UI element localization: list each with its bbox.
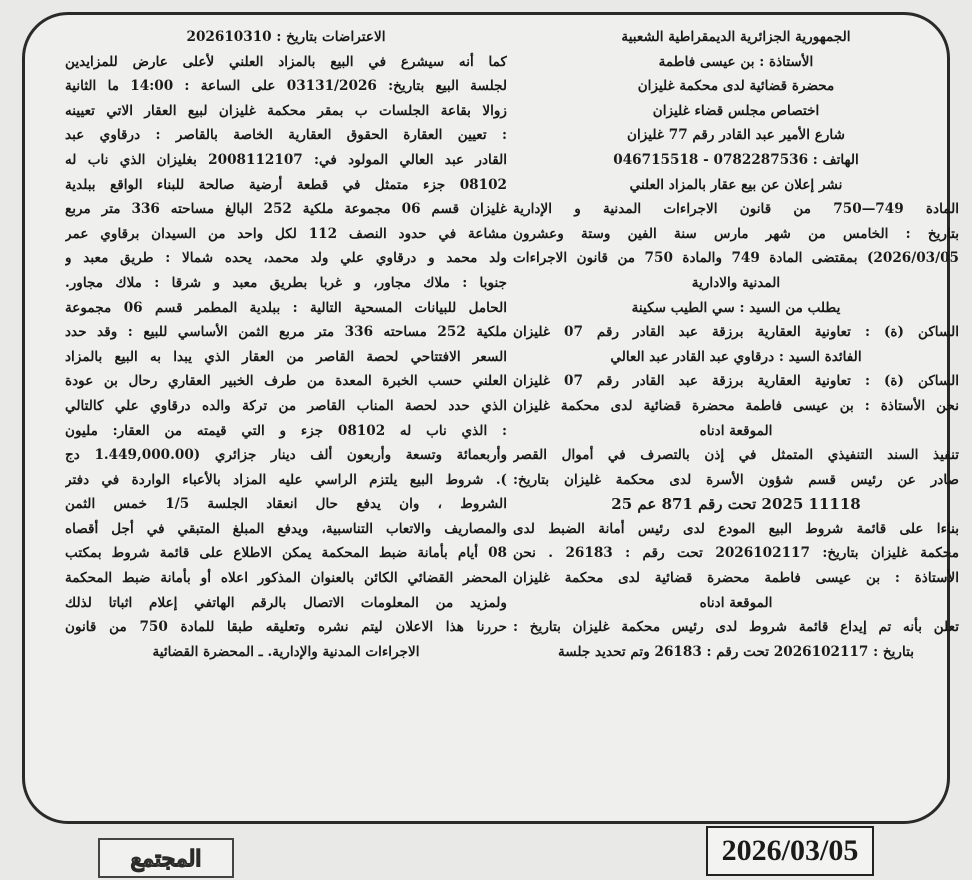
right-column-line: نشر إعلان عن بيع عقار بالمزاد العلني	[629, 176, 843, 193]
left-column-line: الاجراءات المدنية والإدارية. ـ المحضرة القضائية	[152, 643, 420, 660]
left-column-line: مشاعة في حدود النصف 112 لكل واحد من السيدان برقاوي عمر	[65, 225, 507, 242]
left-column-line: كما أنه سيشرع في البيع بالمزاد العلني لأعلى عارض للمزايدين	[65, 53, 507, 70]
left-column-line: ولمزيد من المعلومات الاتصال بالرقم الهاتفي إعلام اثباتا لذلك	[65, 594, 507, 611]
left-column-line: غليزان قسم 06 مجموعة ملكية 252 البالغ مساحته 336 متر مربع	[65, 201, 507, 218]
left-column-line: المحضر القضائي الكائن بالعنوان المذكور اعلاه أو بأمانة ضبط المحكمة	[65, 570, 507, 587]
left-column-line: السعر الافتتاحي لحصة القاصر من العقار الذي يبدا به البيع بالمزاد	[65, 348, 507, 365]
right-column-line: بناءا على قائمة شروط البيع المودع لدى رئيس أمانة الضبط لدى	[513, 520, 959, 537]
right-column-line: الفائدة السيد : درقاوي عبد القادر عبد العالي	[610, 348, 862, 365]
right-column-line: المادة 749—750 من قانون الاجراءات المدنية و الإدارية	[513, 201, 959, 218]
newspaper-logo-icon	[98, 838, 234, 878]
left-column-line: الشروط ، وان يدفع حال انعقاد الجلسة 1/5 خمس الثمن	[65, 496, 507, 513]
notice-right-column	[513, 25, 959, 664]
newspaper-logo-svg	[102, 841, 230, 875]
right-column-line: الموقعة ادناه	[699, 422, 773, 439]
right-column-line: الأستاذة : بن عيسى فاطمة	[658, 53, 814, 70]
right-column-line: صادر عن رئيس قسم شؤون الأسرة لدى محكمة غليزان بتاريخ:	[513, 471, 959, 488]
right-column-line: محكمة غليزان بتاريخ: 2026102117 تحت رقم : 26183 . نحن	[513, 545, 959, 562]
right-column-line: تعلن بأنه تم إيداع قائمة شروط لدى رئيس محكمة غليزان بتاريخ :	[513, 619, 959, 636]
notice-left-column	[65, 25, 507, 664]
newspaper-logo-text: المجتمع	[130, 846, 202, 872]
left-column-line: 08102 جزء متمثل في قطعة أرضية صالحة للبناء الواقع ببلدية	[65, 176, 507, 193]
left-column-line: جنوبا : ملاك مجاور، و غربا بطريق معبد و شرقا : ملاك مجاور.	[65, 274, 507, 291]
left-column-line: الحامل للبيانات المسحية التالية : ببلدية المطمر قسم 06 مجموعة	[65, 299, 507, 316]
right-column-line: بتاريخ : 2026102117 تحت رقم : 26183 وتم تحديد جلسة	[557, 643, 915, 660]
left-column-line: ). شروط البيع يلتزم الراسي عليه المزاد بالأعباء الواردة في دفتر	[65, 471, 507, 488]
left-column-line: القادر عبد العالي المولود في: 2008112107 بغليزان الذي ناب له	[65, 151, 507, 168]
left-column-line: العلني حسب الخبرة المعدة من طرف الخبير العقاري رحال بن عودة	[65, 373, 507, 390]
right-column-line: الموقعة ادناه	[699, 594, 773, 611]
right-column-line: شارع الأمير عبد القادر رقم 77 غليزان	[627, 127, 845, 144]
right-column-line: بتاريخ : الخامس من شهر مارس سنة الفين وستة وعشرون	[513, 225, 959, 242]
left-column-line: الاعتراضات بتاريخ : 202610310	[186, 29, 386, 45]
right-column-line: نحن الأستاذة : بن عيسى فاطمة محضرة قضائية لدى محكمة غليزان	[513, 397, 959, 414]
left-column-line: حررنا هذا الاعلان ليتم نشره وتعليقه طبقا للمادة 750 من قانون	[65, 619, 507, 636]
right-column-line: الساكن (ة) : تعاونية العقارية برزقة عبد القادر رقم 07 غليزان	[513, 373, 959, 390]
right-column-line: تنفيذ السند التنفيذي المتمثل في إذن بالتصرف في أموال القصر	[513, 447, 959, 464]
left-column-line: زوالا بقاعة الجلسات ب بمقر محكمة غليزان لبيع العقار الاتي تعيينه	[65, 102, 507, 119]
notice-frame	[22, 12, 959, 824]
left-column-line: والمصاريف والاتعاب التناسبية، ويدفع المبلغ المتبقي في أجل أقصاه	[65, 520, 507, 537]
left-column-line: ولد محمد و درقاوي علي ولد محمد، يحده شمالا : طريق معبد و	[65, 250, 507, 267]
right-column-line: يطلب من السيد : سي الطيب سكينة	[631, 299, 841, 316]
left-column-line: 08 أيام بأمانة ضبط المحكمة يمكن الاطلاع على قائمة شروط بمكتب	[65, 545, 507, 562]
right-column-line: المدنية والادارية	[691, 274, 781, 291]
right-column-line: 2026/03/05) بمقتضى المادة 749 والمادة 750 من قانون الاجراءات	[513, 250, 959, 267]
right-column-line: الهاتف : 0782287536 - 046715518	[613, 151, 859, 168]
right-column-line: محضرة قضائية لدى محكمة غليزان	[637, 78, 835, 95]
right-column-line: الساكن (ة) : تعاونية العقارية برزقة عبد القادر رقم 07 غليزان	[513, 324, 959, 341]
left-column-line: الذي حدد لحصة المناب القاصر من تركة والده درقاوي علي كالتالي	[65, 397, 507, 414]
left-column-line: وأربعمائة وتسعة وأربعون ألف دينار جزائري (1.449,000.00 دج	[65, 447, 507, 464]
right-column-line: اختصاص مجلس قضاء غليزان	[652, 102, 820, 119]
left-column-line: لجلسة البيع بتاريخ: 03131/2026 على الساعة : 14:00 ما الثانية	[65, 78, 507, 95]
left-column-line: : تعيين العقارة الحقوق العقارية الخاصة بالقاصر : درقاوي عبد	[65, 127, 507, 144]
right-column-line: الأستاذة : بن عيسى فاطمة محضرة قضائية لدى محكمة غليزان	[513, 570, 959, 587]
right-column-line: 11118 2025 تحت رقم 871 عم 25	[611, 495, 861, 514]
right-column-line: الجمهورية الجزائرية الديمقراطية الشعبية	[621, 29, 851, 45]
left-column-line: : الذي ناب له 08102 جزء و التي قيمته من العقار: مليون	[65, 422, 507, 439]
publication-date: 2026/03/05	[706, 826, 874, 876]
left-column-line: ملكية 252 مساحته 336 متر مربع الثمن الأساسي للبيع : وقد حدد	[65, 324, 507, 341]
